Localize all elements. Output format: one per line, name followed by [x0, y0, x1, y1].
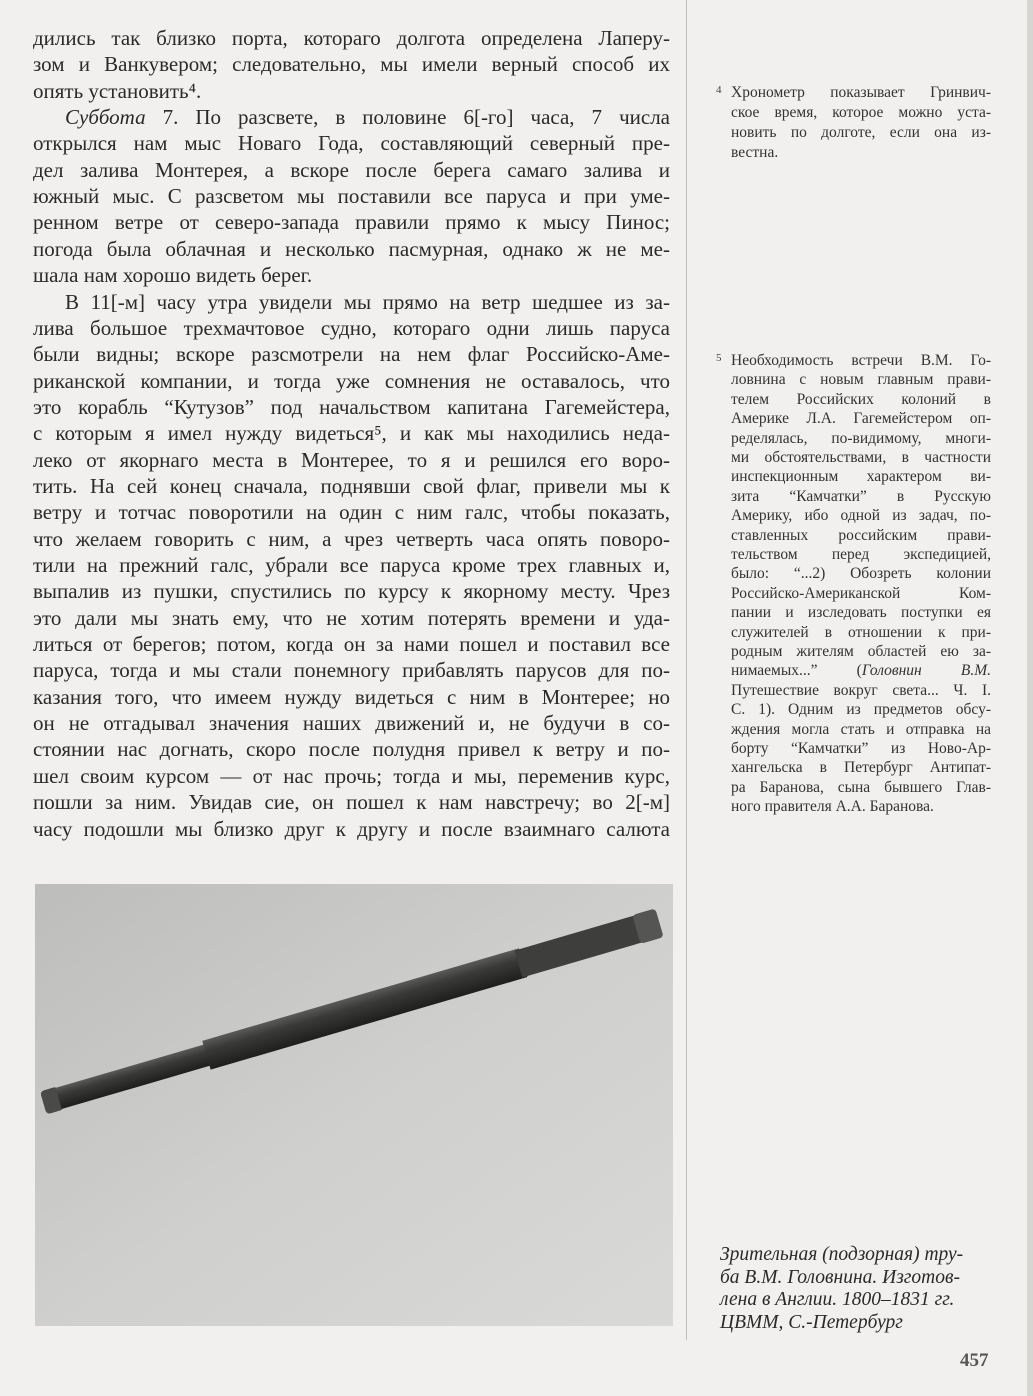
text-line: ветру и тотчас поворотили на один с ним галс, чтобы показать,: [33, 500, 670, 525]
cited-author: Головнин В.М.: [861, 662, 991, 680]
page-edge: [1027, 0, 1033, 1396]
text-line: открылся нам мыс Новаго Года, составляющий северный пре-: [33, 131, 670, 156]
caption-line: ЦВММ, С.-Петербург: [720, 1311, 903, 1333]
footnote-5-line: ра Баранова, сына бывшего Глав-: [731, 778, 991, 796]
footnote-5-line: Российско-Американской Ком-: [731, 584, 991, 602]
text-line: тили на прежний галс, убрали все паруса кроме трех главных и,: [33, 553, 670, 577]
text-line: опять установить⁴.: [33, 78, 202, 103]
footnote-4-line: Хронометр показывает Гринвич-: [731, 84, 991, 101]
text-line: что желаем говорить с ним, а чрез четверть часа опять поворо-: [33, 526, 670, 551]
text-line: это корабль “Кутузов” под начальством капитана Гагемейстера,: [33, 394, 670, 419]
footnote-5-line: Америке Л.А. Гагемейстером оп-: [731, 410, 991, 428]
text-line: выпалив из пушки, спустились по курсу к якорному месту. Чрез: [33, 579, 670, 604]
day-label: Суббота: [65, 105, 146, 130]
text-line: леко от якорнаго места в Монтерее, то я и решился его воро-: [33, 447, 670, 472]
text-line: риканской компании, и тогда уже сомнения не оставалось, что: [33, 368, 670, 393]
text-line: В 11[-м] часу утра увидели мы прямо на ветр шедшее из за-: [65, 289, 670, 314]
footnote-5-line: ного правителя А.А. Баранова.: [731, 798, 934, 816]
footnote-5-line: Путешествие вокруг света... Ч. I.: [731, 681, 991, 699]
footnote-5-line: ставленных российским прави-: [731, 526, 991, 544]
footnote-5-line: зита “Камчатки” в Русскую: [731, 487, 991, 505]
text-line: шел своим курсом — от нас прочь; тогда и мы, переменив курс,: [33, 763, 670, 788]
text-line: стоянии нас догнать, скоро после полудня привел к ветру и по-: [33, 737, 670, 762]
text-line: были видны; вскоре разсмотрели на нем флаг Российско-Аме-: [33, 342, 670, 367]
footnote-5-line: служителей в отношении к при-: [731, 623, 991, 641]
footnote-5-line: ми обстоятельствами, в частности: [731, 449, 991, 466]
text-line-rest: 7. По разсвете, в половине 6[-го] часа, 7 числа: [145, 105, 670, 130]
footnote-5-number: 5: [716, 352, 722, 364]
text-line: пошли за ним. Увидав сие, он пошел к нам навстречу; во 2[-м]: [33, 790, 670, 815]
footnote-5-line: хангельска в Петербург Антипат-: [731, 759, 991, 777]
text-line: он не отгадывал значения наших движений и, не будучи в со-: [33, 711, 670, 736]
footnote-5-line: [731, 662, 991, 680]
footnote-5-line: пании и изследовать поступки ея: [731, 604, 991, 622]
text-line: это дали мы знать ему, что не хотим потерять времени и уда-: [33, 605, 670, 630]
caption-line: ба В.М. Головнина. Изготов-: [720, 1266, 960, 1288]
caption-line: Зрительная (подзорная) тру-: [720, 1244, 964, 1265]
text-line: шала нам хорошо видеть берег.: [33, 263, 313, 288]
footnote-5-line: Америку, ибо одной из задач, по-: [731, 507, 991, 525]
footnote-5-line: ределялась, по-видимому, многи-: [731, 429, 991, 447]
text-line: лива большое трехмачтовое судно, котораго одни лишь паруса: [33, 315, 670, 340]
footnote-5-line: родным жителям областей ею за-: [731, 643, 991, 660]
text-line: ренном ветре от северо-запада правили прямо к мысу Пинос;: [33, 210, 670, 235]
text-line: погода была облачная и несколько пасмурная, однако ж не ме-: [33, 236, 670, 261]
footnote-5-line: С. 1). Одним из предметов обсу-: [731, 701, 991, 719]
text-line: зом и Ванкувером; следовательно, мы имели верный способ их: [33, 52, 670, 77]
footnote-5-line: ждения могла стать и отправка на: [731, 720, 991, 738]
text-line: паруса, тогда и мы стали понемногу прибавлять парусов для по-: [33, 658, 670, 683]
page-number: 457: [960, 1350, 989, 1371]
footnote-5-line: ловнина с новым главным прави-: [731, 371, 991, 389]
footnote-5-line: инспекционным характером ви-: [731, 468, 991, 486]
footnote-5-line: борту “Камчатки” из Ново-Ар-: [731, 740, 991, 757]
footnote-5-line: Необходимость встречи В.М. Го-: [731, 352, 991, 369]
footnote-5-line-start: нимаемых...” (: [731, 662, 862, 680]
footnote-4-line: ское время, которое можно уста-: [731, 104, 991, 121]
text-line: казания того, что имеем нужду видеться с ним в Монтерее; но: [33, 684, 670, 709]
text-line: литься от берегов; потом, когда он за нами пошел и поставил все: [33, 632, 670, 657]
text-line: с которым я имел нужду видеться⁵, и как мы находились неда-: [33, 421, 670, 446]
text-line: часу подошли мы близко друг к другу и после взаимнаго салюта: [33, 816, 670, 841]
footnote-5-line: было: “...2) Обозреть колонии: [731, 565, 991, 583]
text-line: дились так близко порта, котораго долгота определена Лаперу-: [33, 26, 670, 50]
footnote-4-number: 4: [716, 84, 722, 96]
footnote-4-line: вестна.: [731, 144, 779, 161]
spyglass-photo: [35, 884, 673, 1326]
footnote-5-line: тельством перед экспедицией,: [731, 546, 991, 563]
column-divider: [686, 0, 687, 1340]
text-line: южный мыс. С разсветом мы поставили все паруса и при уме-: [33, 184, 670, 209]
text-line: [65, 104, 670, 130]
text-line: дел залива Монтерея, а вскоре после берега самаго залива и: [33, 157, 670, 182]
caption-line: лена в Англии. 1800–1831 гг.: [720, 1289, 955, 1310]
text-line: тить. На сей конец сначала, поднявши свой флаг, привели мы к: [33, 473, 670, 498]
footnote-5-line: телем Российских колоний в: [731, 390, 991, 408]
footnote-4-line: новить по долготе, если она из-: [731, 124, 991, 141]
